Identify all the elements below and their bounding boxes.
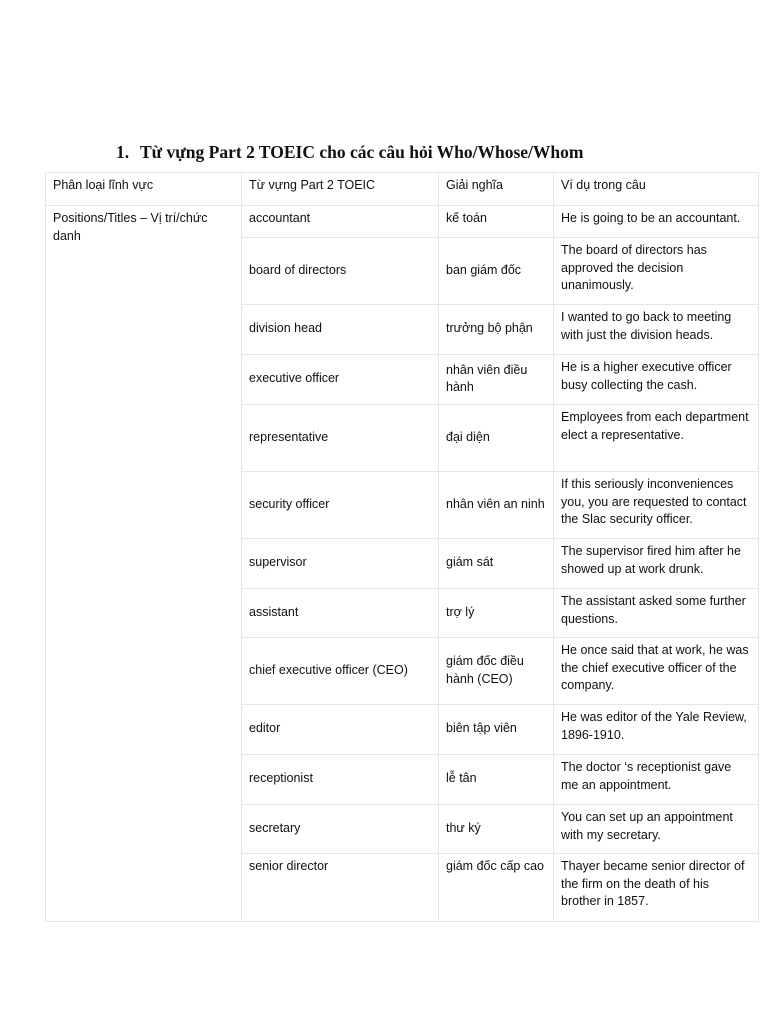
example-cell: He was editor of the Yale Review, 1896-1910.: [554, 705, 759, 755]
example-cell: I wanted to go back to meeting with just the division heads.: [554, 305, 759, 355]
meaning-cell: ban giám đốc: [439, 238, 554, 305]
term-cell: chief executive officer (CEO): [242, 638, 439, 705]
meaning-cell: đại diện: [439, 405, 554, 472]
example-cell: The assistant asked some further questions.: [554, 589, 759, 638]
meaning-cell: thư ký: [439, 805, 554, 854]
meaning-cell: biên tập viên: [439, 705, 554, 755]
meaning-cell: trưởng bộ phận: [439, 305, 554, 355]
example-cell: You can set up an appointment with my secretary.: [554, 805, 759, 854]
meaning-cell: giám đốc điều hành (CEO): [439, 638, 554, 705]
meaning-cell: kế toán: [439, 206, 554, 238]
term-cell: supervisor: [242, 539, 439, 589]
example-cell: The doctor ‘s receptionist gave me an appointment.: [554, 755, 759, 805]
header-meaning: Giải nghĩa: [439, 173, 554, 206]
meaning-cell: lễ tân: [439, 755, 554, 805]
term-cell: division head: [242, 305, 439, 355]
term-cell: receptionist: [242, 755, 439, 805]
term-cell: editor: [242, 705, 439, 755]
section-heading: [116, 141, 583, 163]
table-header-row: [46, 173, 759, 206]
term-cell: accountant: [242, 206, 439, 238]
term-cell: assistant: [242, 589, 439, 638]
meaning-cell: giám đốc cấp cao: [439, 854, 554, 922]
header-category: Phân loại lĩnh vực: [46, 173, 242, 206]
meaning-cell: giám sát: [439, 539, 554, 589]
term-cell: security officer: [242, 472, 439, 539]
term-cell: senior director: [242, 854, 439, 922]
table-row: [46, 206, 759, 238]
example-cell: Employees from each department elect a representative.: [554, 405, 759, 472]
vocabulary-table: [45, 172, 759, 922]
example-cell: He is going to be an accountant.: [554, 206, 759, 238]
term-cell: board of directors: [242, 238, 439, 305]
section-title: Từ vựng Part 2 TOEIC cho các câu hỏi Who/Whose/Whom: [140, 142, 584, 162]
example-cell: He once said that at work, he was the chief executive officer of the company.: [554, 638, 759, 705]
example-cell: If this seriously inconveniences you, you are requested to contact the Slac security officer.: [554, 472, 759, 539]
example-cell: He is a higher executive officer busy collecting the cash.: [554, 355, 759, 405]
term-cell: executive officer: [242, 355, 439, 405]
header-term: Từ vựng Part 2 TOEIC: [242, 173, 439, 206]
example-cell: The board of directors has approved the decision unanimously.: [554, 238, 759, 305]
meaning-cell: trợ lý: [439, 589, 554, 638]
header-example: Ví dụ trong câu: [554, 173, 759, 206]
meaning-cell: nhân viên an ninh: [439, 472, 554, 539]
example-cell: Thayer became senior director of the firm on the death of his brother in 1857.: [554, 854, 759, 922]
section-number: 1.: [116, 142, 130, 162]
example-cell: The supervisor fired him after he showed up at work drunk.: [554, 539, 759, 589]
category-cell: Positions/Titles – Vị trí/chức danh: [46, 206, 242, 922]
term-cell: representative: [242, 405, 439, 472]
term-cell: secretary: [242, 805, 439, 854]
meaning-cell: nhân viên điều hành: [439, 355, 554, 405]
